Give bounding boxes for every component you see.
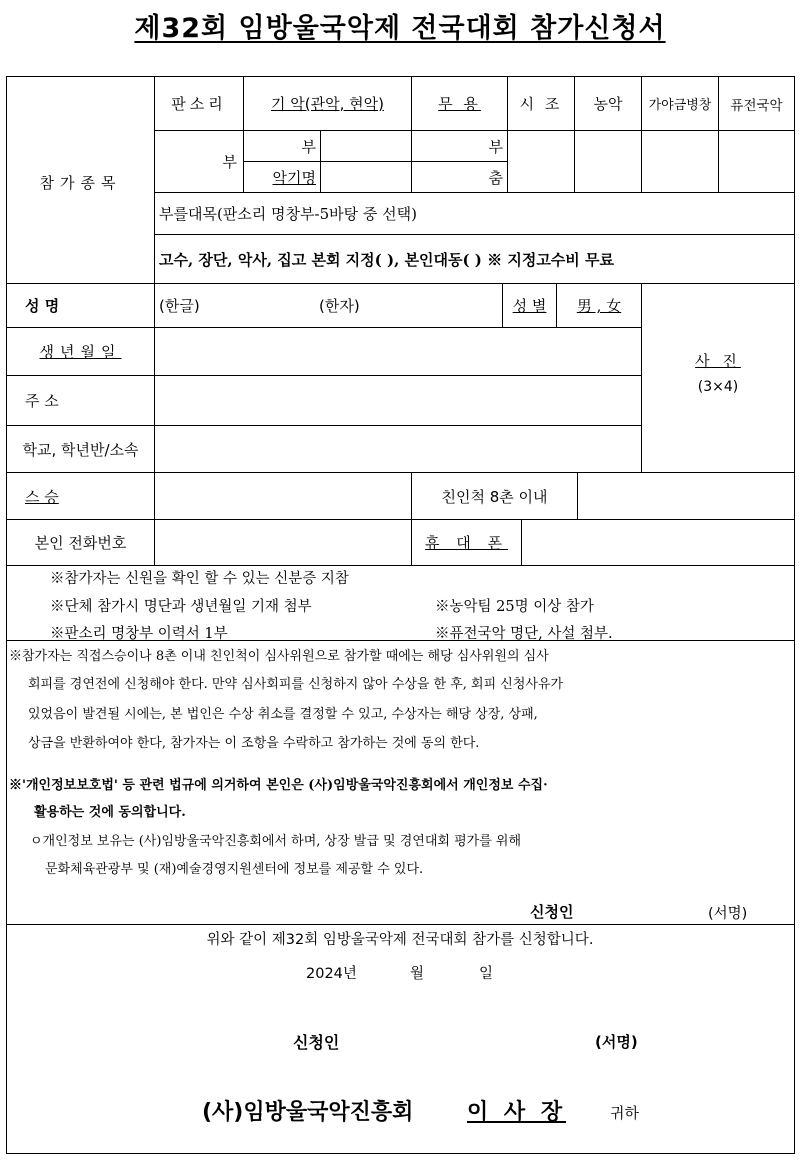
address-label: 주 소 [25,392,59,410]
date-month[interactable]: 월 [410,966,425,982]
privacy-consent-4: 문화체육관광부 및 (재)예술경영지원센터에 정보를 제공할 수 있다. [45,862,424,877]
gayageum-label: 가야금병창 [648,98,712,113]
instrument-label: 악기명 [272,168,316,187]
song-title-field[interactable]: 부를대목(판소리 명창부-5바탕 중 선택) [159,205,417,223]
judge-clause-4: 상금을 반환하여야 한다, 참가자는 이 조항을 수락하고 참가하는 것에 동의 한다. [28,736,480,751]
teacher-field[interactable] [155,473,411,519]
school-field[interactable] [155,426,641,472]
photo-size: (3×4) [697,379,739,395]
mobile-label: 휴 대 폰 [424,534,508,552]
accompanist-field[interactable]: 고수, 장단, 악사, 집고 본회 지정( ), 본인대동( ) ※ 지정고수비 무료 [159,250,614,269]
privacy-consent-3: ㅇ개인정보 보유는 (사)임방울국악진흥회에서 하며, 상장 발급 및 경연대회 평가를 위해 [30,834,521,849]
school-label: 학교, 학년반/소속 [22,440,139,459]
phone-label: 본인 전화번호 [34,534,127,552]
border-bottom [6,1153,795,1154]
privacy-consent-2: 활용하는 것에 동의합니다. [34,805,186,820]
sijo-label: 시 조 [519,95,563,113]
page-title: 제32회 임방울국악제 전국대회 참가신청서 [134,13,666,44]
dance-label: 춤 [488,168,503,187]
border-left [6,76,7,1154]
muyong-label: 무 용 [438,95,481,113]
nongak-label: 농악 [593,95,623,113]
border-right [794,76,795,1154]
mobile-field[interactable] [522,520,794,565]
name-label: 성 명 [25,297,60,315]
consent-signature[interactable]: (서명) [708,906,748,922]
name-hangul-field[interactable]: (한글) [159,297,200,315]
chairman-title: 이 사 장 [467,1100,567,1125]
judge-clause-2: 회피를 경연전에 신청해야 한다. 만약 심사회피를 신청하지 않아 수상을 한 후, 회피 신청사유가 [28,677,564,692]
birth-label: 생년월일 [39,343,122,361]
footer-applicant-label: 신청인 [293,1033,340,1052]
note-pansori: ※판소리 명창부 이력서 1부 [50,626,228,642]
fusion-label: 퓨전국악 [730,97,783,114]
photo-label: 사 진 [695,351,741,370]
teacher-label: 스 승 [25,487,59,506]
birth-field[interactable] [155,328,641,375]
privacy-consent-1: ※'개인정보보호법' 등 관련 법규에 의거하여 본인은 (사)임방울국악진흥회에서 개인정보 수집· [9,778,548,793]
note-group: ※단체 참가시 명단과 생년월일 기재 첨부 [50,599,312,615]
pansori-label: 판소리 [171,95,227,113]
application-statement: 위와 같이 제32회 임방울국악제 전국대회 참가를 신청합니다. [206,932,594,948]
honorific: 귀하 [610,1104,639,1122]
note-fusion: ※퓨전국악 명단, 사설 첨부. [435,626,613,642]
relative-label: 친인척 8촌 이내 [441,487,548,506]
pansori-bu: 부 [222,153,237,171]
photo-box[interactable] [642,284,794,472]
note-nongak: ※농악팀 25명 이상 참가 [435,599,594,615]
judge-clause-3: 있었음이 발견될 시에는, 본 법인은 수상 취소를 결정할 수 있고, 수상자는 해당 상장, 상패, [28,707,538,722]
consent-applicant-label: 신청인 [530,903,574,921]
date-year[interactable]: 2024년 [306,966,357,982]
giak-label: 기 악(관악, 현악) [271,95,384,113]
gender-label: 성 별 [512,297,547,315]
giak-bu: 부 [301,137,316,156]
address-field[interactable] [155,376,641,425]
footer-signature[interactable]: (서명) [595,1033,638,1051]
name-hanja-field[interactable]: (한자) [319,297,360,315]
note-id: ※참가자는 신원을 확인 할 수 있는 신분증 지참 [50,571,349,587]
relative-field[interactable] [578,473,794,519]
category-label: 참가종목 [39,173,122,192]
muyong-bu: 부 [488,137,503,156]
date-day[interactable]: 일 [479,966,494,982]
organization-name: (사)임방울국악진흥회 [202,1100,414,1125]
gender-select[interactable]: 男 , 女 [576,297,622,315]
judge-clause-1: ※참가자는 직접스승이나 8촌 이내 친인척이 심사위원으로 참가할 때에는 해당 심사위원의 심사 [9,649,549,664]
phone-field[interactable] [155,520,411,565]
